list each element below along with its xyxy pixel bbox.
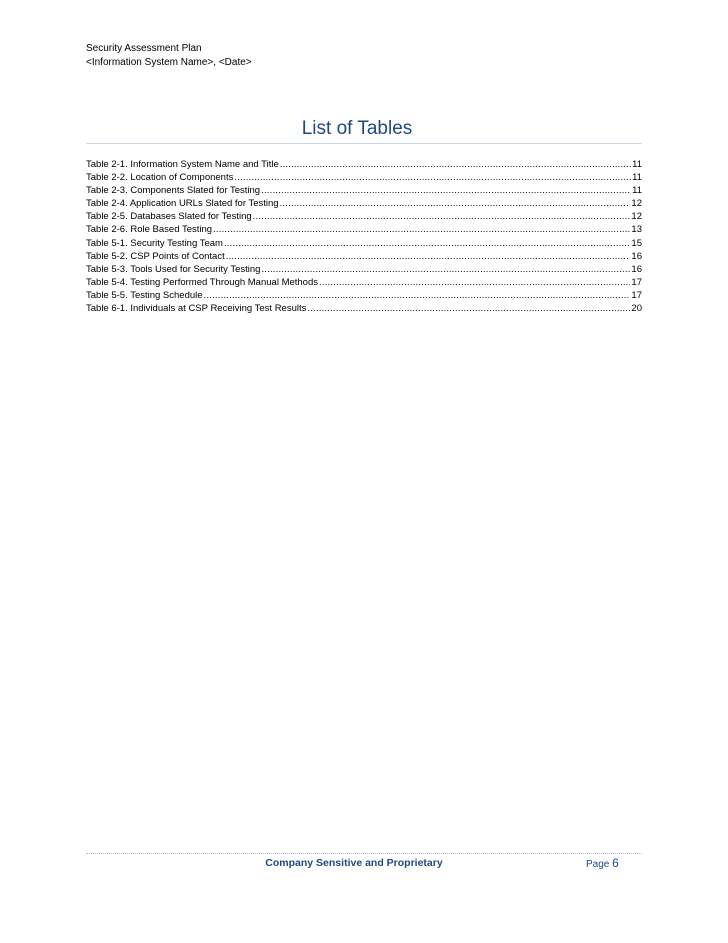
toc-leader-dots bbox=[280, 197, 631, 210]
toc-entry-label: Table 2-1. Information System Name and Title bbox=[86, 159, 279, 170]
toc-entry-label: Table 5-5. Testing Schedule bbox=[86, 289, 203, 301]
toc-entry-page: 16 bbox=[631, 263, 642, 275]
toc-entry-page: 20 bbox=[631, 303, 642, 315]
footer-page-value: 6 bbox=[612, 856, 619, 870]
toc-leader-dots bbox=[280, 158, 631, 171]
toc-entry[interactable] bbox=[86, 158, 642, 171]
toc-leader-dots bbox=[234, 171, 631, 184]
toc-entry-page: 16 bbox=[631, 250, 642, 262]
toc-entry-page: 13 bbox=[631, 224, 642, 236]
toc-entry[interactable] bbox=[86, 210, 642, 223]
toc-entry-page: 12 bbox=[631, 198, 642, 210]
toc-entry[interactable] bbox=[86, 237, 642, 250]
toc-leader-dots bbox=[253, 210, 631, 223]
title-underline bbox=[86, 143, 642, 144]
running-header bbox=[86, 42, 252, 70]
toc-leader-dots bbox=[204, 289, 631, 302]
toc-leader-dots bbox=[307, 302, 630, 315]
toc-entry-page: 17 bbox=[631, 289, 642, 301]
toc-leader-dots bbox=[261, 184, 631, 197]
toc-entry-label: Table 2-6. Role Based Testing bbox=[86, 224, 213, 236]
toc-entry-page: 12 bbox=[631, 211, 642, 223]
toc-leader-dots bbox=[319, 276, 630, 289]
toc-entry-label: Table 6-1. Individuals at CSP Receiving Test Results bbox=[86, 303, 307, 315]
page-title: List of Tables bbox=[301, 118, 413, 139]
toc-entry[interactable] bbox=[86, 171, 642, 184]
toc-entry[interactable] bbox=[86, 302, 642, 315]
toc-entry-label: Table 2-4. Application URLs Slated for Testing bbox=[86, 198, 279, 210]
toc-entry-label: Table 5-2. CSP Points of Contact bbox=[86, 250, 225, 262]
toc-entry[interactable] bbox=[86, 197, 642, 210]
toc-entry[interactable] bbox=[86, 184, 642, 197]
toc-leader-dots bbox=[226, 250, 631, 263]
toc-entry-label: Table 2-2. Location of Components bbox=[86, 172, 234, 184]
toc-entry[interactable] bbox=[86, 276, 642, 289]
toc-leader-dots bbox=[224, 237, 630, 250]
toc-entry-page: 17 bbox=[631, 276, 642, 288]
footer-classification: Company Sensitive and Proprietary bbox=[265, 857, 443, 869]
toc-entry[interactable] bbox=[86, 250, 642, 263]
footer-page-number bbox=[586, 856, 619, 870]
toc-entry[interactable] bbox=[86, 289, 642, 302]
document-subtitle: <Information System Name>, <Date> bbox=[86, 57, 252, 68]
toc-entry[interactable] bbox=[86, 223, 642, 236]
toc-entry-label: Table 2-3. Components Slated for Testing bbox=[86, 185, 261, 197]
toc-entry-page: 15 bbox=[631, 237, 642, 249]
toc-entry-page: 11 bbox=[632, 159, 642, 170]
toc-entry-label: Table 5-4. Testing Performed Through Manual Methods bbox=[86, 276, 319, 288]
toc-leader-dots bbox=[213, 223, 630, 236]
footer-divider bbox=[86, 853, 642, 854]
toc-entry-label: Table 2-5. Databases Slated for Testing bbox=[86, 211, 252, 223]
footer-page-label: Page bbox=[586, 859, 610, 870]
toc-entry[interactable] bbox=[86, 263, 642, 276]
toc-entry-page: 11 bbox=[632, 172, 642, 184]
toc-entry-label: Table 5-1. Security Testing Team bbox=[86, 237, 223, 249]
list-of-tables bbox=[86, 158, 642, 315]
toc-entry-page: 11 bbox=[632, 185, 642, 197]
document-title: Security Assessment Plan bbox=[86, 43, 202, 54]
toc-entry-label: Table 5-3. Tools Used for Security Testing bbox=[86, 263, 261, 275]
toc-leader-dots bbox=[261, 263, 630, 276]
